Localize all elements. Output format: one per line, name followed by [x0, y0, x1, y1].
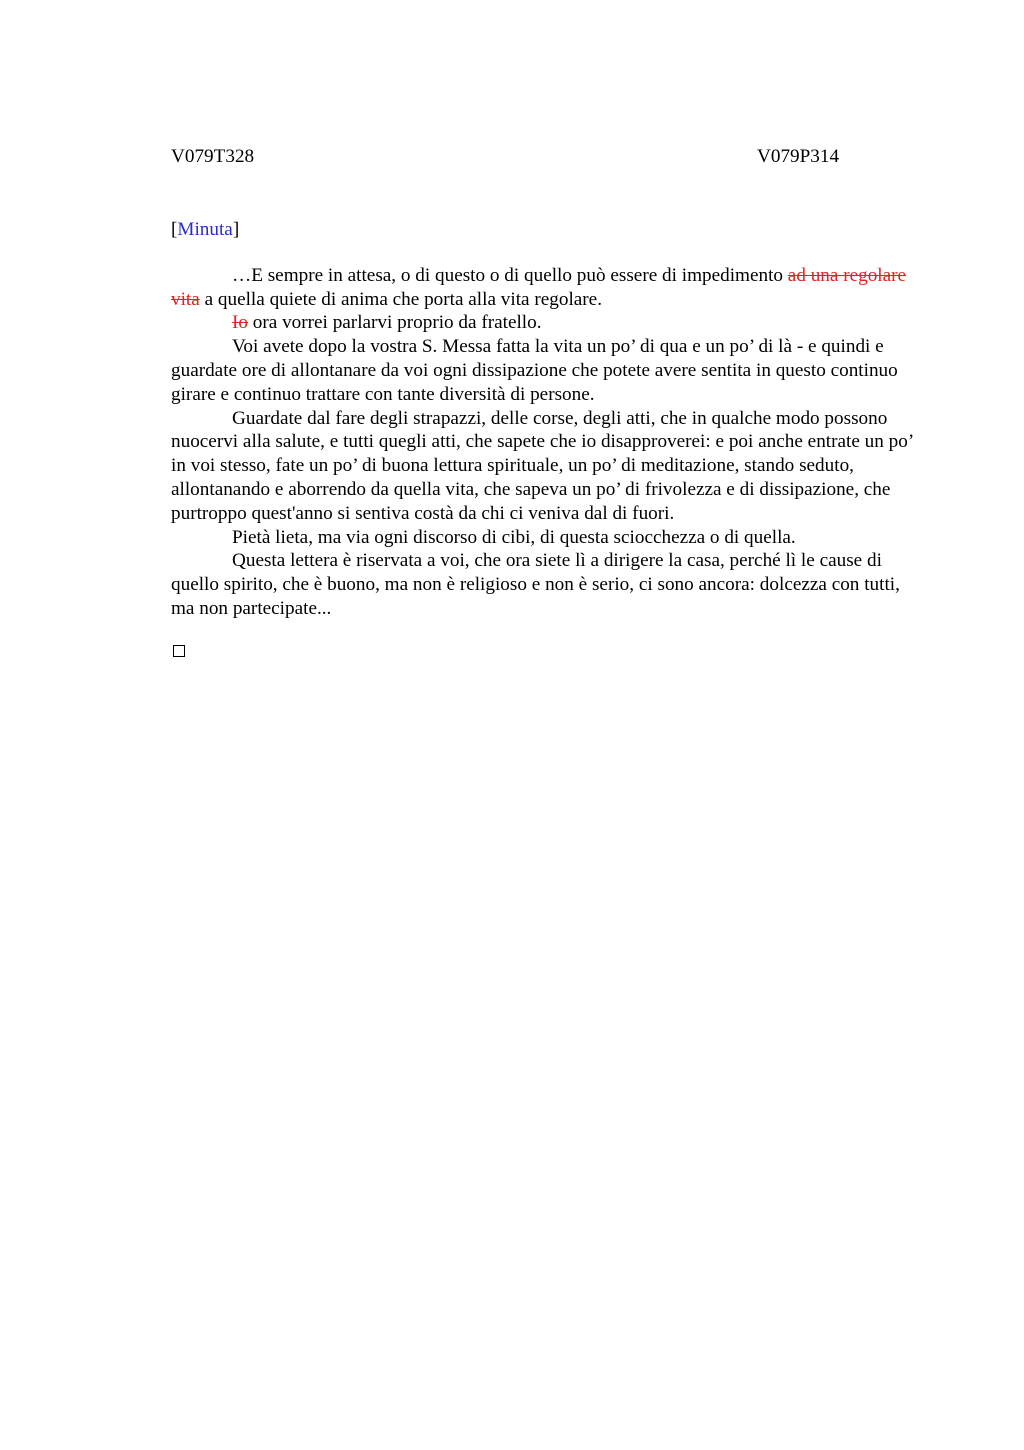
paragraph-5: [171, 526, 926, 550]
paragraph-text: Voi avete dopo la vostra S. Messa fatta la vita un po’ di qua e un po’ di là - e quindi e guardate ore di allontanare da voi ogni dissipazione che potete avere sentita in questo continuo girare e continuo trattare con tante diversità di persone.: [171, 336, 898, 405]
deleted-text: ad una regolare vita: [171, 264, 907, 310]
paragraph-text: Questa lettera è riservata a voi, che ora siete lì a dirigere la casa, perché lì le cause di quello spirito, che è buono, ma non è religioso e non è serio, ci sono ancora: dolcezza con tutti, ma non partecipate...: [171, 550, 900, 619]
paragraph-text: Guardate dal fare degli strapazzi, delle corse, degli atti, che in qualche modo possono nuocervi alla salute, e tutti quegli atti, che sapete che io disapproverei: e poi anche entrate un po’ in voi stesso, fate un po’ di buona lettura spirituale, un po’ di meditazione, stando seduto, allontanando e aborrendo da quella vita, che sapeva un po’ di frivolezza e di dissipazione, che purtroppo quest'anno si sentiva costà da chi ci veniva dal di fuori.: [171, 407, 913, 524]
paragraph-text: …E sempre in attesa, o di questo o di quello può essere di impedimento: [232, 264, 788, 286]
paragraph-4: [171, 407, 926, 526]
document-type-label: Minuta: [177, 219, 233, 240]
open-bracket: [: [171, 219, 178, 240]
document-type-line: [171, 218, 926, 242]
close-bracket: ]: [232, 219, 240, 240]
paragraph-2: [171, 311, 926, 335]
paragraph-text: a quella quiete di anima che porta alla vita regolare.: [199, 288, 602, 310]
paragraph-3: [171, 335, 926, 406]
letter-body: [171, 264, 926, 621]
document-page: [171, 145, 926, 657]
deleted-text: Io: [232, 312, 248, 334]
page-id-code: V079P314: [757, 146, 840, 167]
paragraph-1: [171, 264, 926, 312]
end-marker-box-icon: [173, 645, 185, 657]
paragraph-text: ora vorrei parlarvi proprio da fratello.: [247, 312, 542, 334]
text-id-code: V079T328: [171, 146, 255, 167]
paragraph-text: Pietà lieta, ma via ogni discorso di cibi, di questa sciocchezza o di quella.: [232, 526, 796, 548]
paragraph-6: [171, 549, 926, 620]
document-header: [171, 145, 926, 171]
